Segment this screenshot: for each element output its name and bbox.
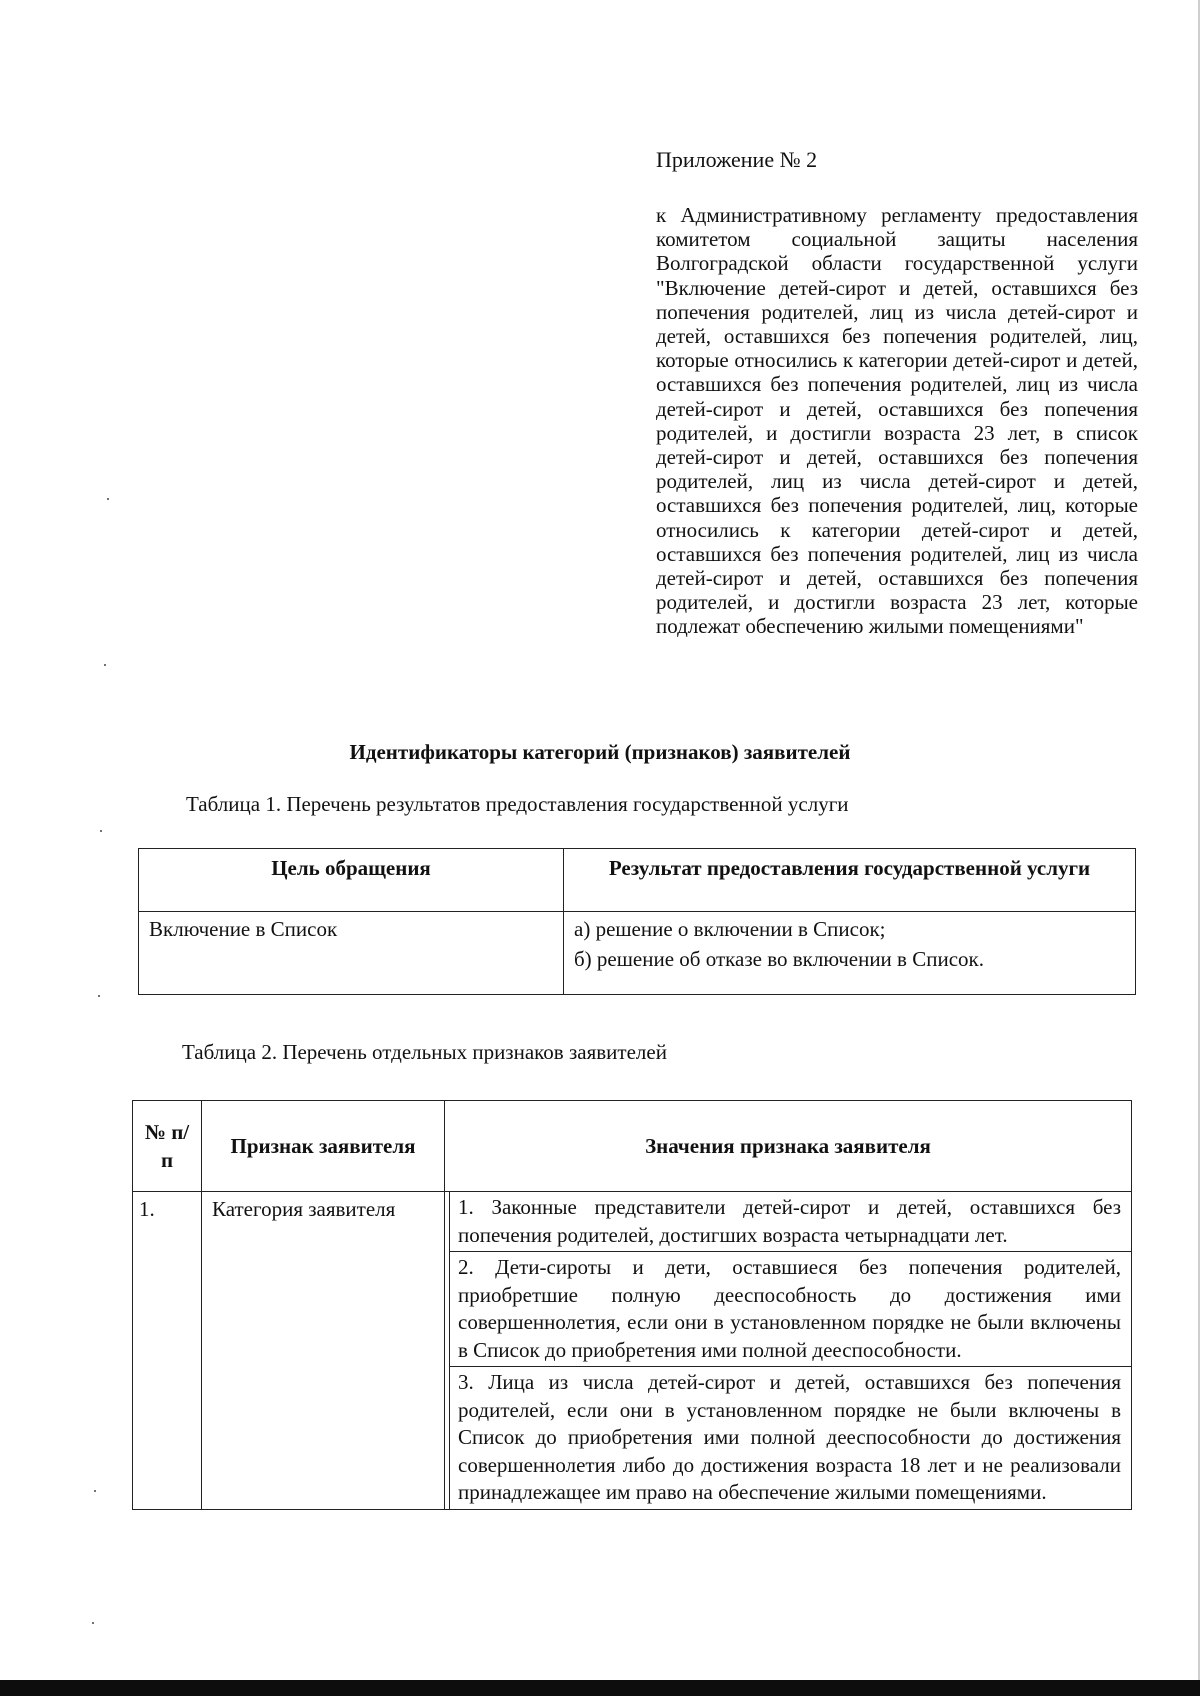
sign-cell: Категория заявителя: [202, 1192, 445, 1510]
table-row: [139, 912, 1136, 995]
column-header-result: Результат предоставления государственной услуги: [564, 849, 1136, 912]
column-header-goal: Цель обращения: [139, 849, 564, 912]
scan-speck: [107, 498, 109, 500]
result-item-a: а) решение о включении в Список;: [574, 917, 886, 941]
scan-speck: [94, 1490, 96, 1492]
result-item-b: б) решение об отказе во включении в Список.: [574, 947, 984, 971]
scan-speck: [100, 830, 102, 832]
applicant-signs-table: [132, 1100, 1132, 1510]
table-header-row: [133, 1101, 1132, 1192]
column-header-sign: Признак заявителя: [202, 1101, 445, 1192]
table-header-row: [139, 849, 1136, 912]
scan-speck: [92, 1622, 94, 1624]
table2-caption: Таблица 2. Перечень отдельных признаков заявителей: [182, 1040, 667, 1064]
scan-speck: [104, 664, 106, 666]
value-item-2: 2. Дети-сироты и дети, оставшиеся без попечения родителей, приобретшие полную дееспособность до достижения ими совершеннолетия, если они в установленном порядке не были включены в Список до приобретения ими полной дееспособности.: [449, 1252, 1131, 1367]
goal-cell: Включение в Список: [139, 912, 564, 995]
scan-speck: [98, 995, 100, 997]
result-cell: [564, 912, 1136, 995]
document-heading: Идентификаторы категорий (признаков) заявителей: [349, 740, 851, 764]
row-number-cell: 1.: [133, 1192, 202, 1510]
value-item-1: 1. Законные представители детей-сирот и детей, оставшихся без попечения родителей, достигших возраста четырнадцати лет.: [449, 1192, 1131, 1252]
results-table: [138, 848, 1136, 995]
scan-bottom-bar: [0, 1680, 1200, 1696]
values-cell: [445, 1192, 1132, 1510]
table1-caption: Таблица 1. Перечень результатов предоставления государственной услуги: [186, 792, 849, 816]
value-item-3: 3. Лица из числа детей-сирот и детей, оставшихся без попечения родителей, если они в установленном порядке не были включены в Список до приобретения ими полной дееспособности до достижения совершеннолетия либо до достижения возраста 18 лет и не реализовали принадлежащее им право на обеспечение жилыми помещениями.: [449, 1367, 1131, 1509]
regulation-basis: к Административному регламенту предоставления комитетом социальной защиты населения Волгоградской области государственной услуги "Включение детей-сирот и детей, оставшихся без попечения родителей, лиц из числа детей-сирот и детей, оставшихся без попечения родителей, лиц, которые относились к категории детей-сирот и детей, оставшихся без попечения родителей, лиц из числа детей-сирот и детей, оставшихся без попечения родителей, и достигли возраста 23 лет, в список детей-сирот и детей, оставшихся без попечения родителей, лиц из числа детей-сирот и детей, оставшихся без попечения родителей, лиц, которые относились к категории детей-сирот и детей, оставшихся без попечения родителей, лиц из числа детей-сирот и детей, оставшихся без попечения родителей, и достигли возраста 23 лет, которые подлежат обеспечению жилыми помещениями": [656, 203, 1138, 639]
column-header-number: № п/п: [133, 1101, 202, 1192]
appendix-title: Приложение № 2: [656, 147, 818, 172]
column-header-values: Значения признака заявителя: [445, 1101, 1132, 1192]
table-row: [133, 1192, 1132, 1510]
